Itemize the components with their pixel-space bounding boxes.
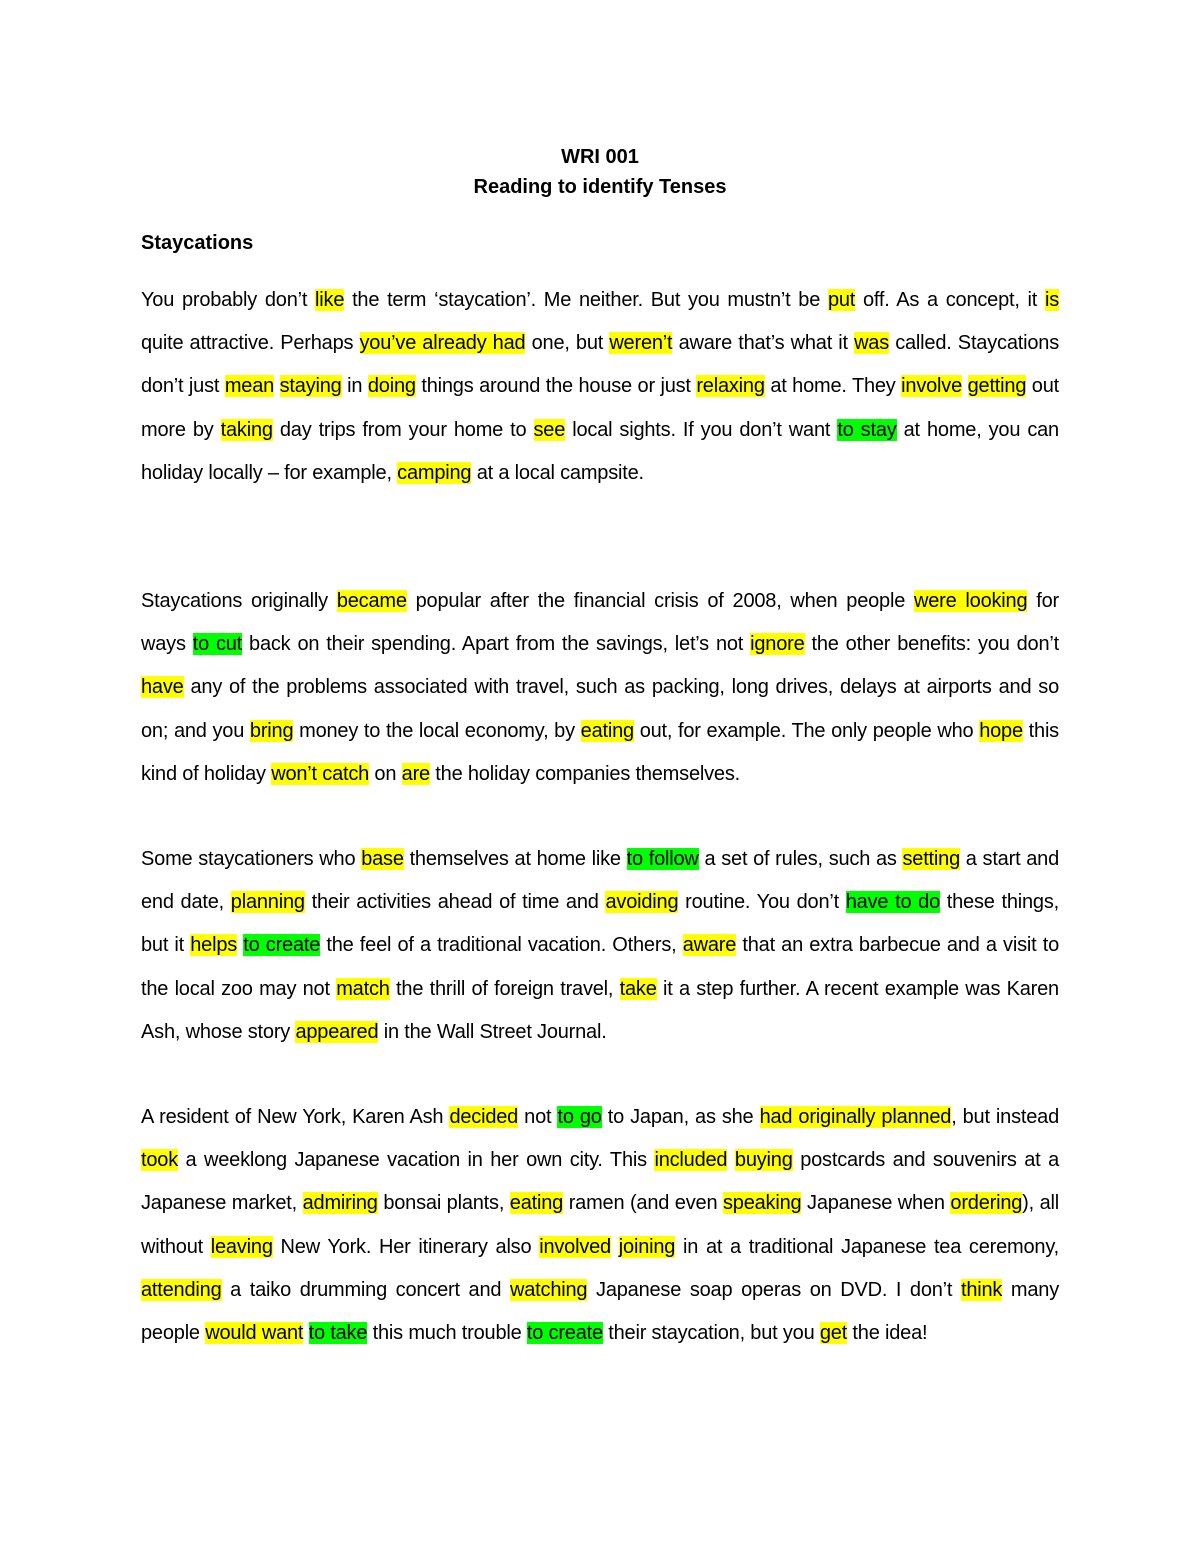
highlighted-verb: avoiding bbox=[605, 891, 679, 914]
text-run bbox=[962, 375, 968, 397]
highlighted-verb: speaking bbox=[722, 1192, 802, 1215]
highlighted-verb: put bbox=[827, 289, 856, 311]
text-run bbox=[303, 1322, 308, 1344]
text-run bbox=[727, 1149, 735, 1171]
text-run: that an extra barbecue and a visit to the local zoo may not bbox=[141, 934, 1059, 1000]
text-run: quite attractive. Perhaps bbox=[141, 332, 360, 355]
text-run: called. Staycations don’t just bbox=[141, 332, 1059, 398]
text-run: the feel of a traditional vacation. Others, bbox=[320, 934, 683, 957]
text-run: back on their spending. Apart from the savings, let’s not bbox=[242, 633, 751, 656]
text-run: this kind of holiday bbox=[141, 719, 1059, 785]
highlighted-verb: base bbox=[361, 848, 404, 870]
highlighted-verb: appeared bbox=[295, 1020, 379, 1043]
text-run: their activities ahead of time and bbox=[304, 891, 606, 914]
highlighted-infinitive: to go bbox=[557, 1106, 602, 1128]
text-run: bonsai plants, bbox=[377, 1192, 510, 1215]
text-run: these things, but it bbox=[141, 891, 1059, 957]
document-heading bbox=[0, 142, 1200, 202]
text-run: routine. You don’t bbox=[678, 891, 846, 914]
text-run: ramen (and even bbox=[563, 1192, 723, 1215]
highlighted-verb: setting bbox=[902, 848, 960, 870]
text-run: postcards and souvenirs at a Japanese market, bbox=[141, 1149, 1059, 1215]
highlighted-verb: joining bbox=[618, 1235, 676, 1258]
text-run: their staycation, but you bbox=[602, 1322, 820, 1345]
text-run: at home, you can holiday locally – for example, bbox=[141, 418, 1059, 484]
highlighted-infinitive: to create bbox=[243, 934, 321, 957]
highlighted-verb: see bbox=[533, 418, 566, 441]
text-run: You probably don’t bbox=[141, 289, 316, 311]
text-run: any of the problems associated with travel, such as packing, long drives, delays at airports and so on; and you bbox=[141, 676, 1059, 742]
paragraph-4 bbox=[141, 1096, 1059, 1355]
section-title: Staycations bbox=[141, 232, 254, 254]
highlighted-verb: hope bbox=[979, 719, 1023, 742]
text-run: Japanese when bbox=[801, 1192, 951, 1215]
text-run: many people bbox=[141, 1278, 1059, 1345]
text-run: in bbox=[341, 375, 368, 398]
highlighted-verb: you’ve already had bbox=[359, 332, 526, 355]
highlighted-verb: are bbox=[401, 762, 430, 785]
paragraph-1 bbox=[141, 279, 1059, 495]
highlighted-verb: watching bbox=[510, 1278, 588, 1301]
highlighted-verb: involve bbox=[901, 375, 963, 398]
text-run: at home. They bbox=[764, 375, 902, 398]
highlighted-verb: have bbox=[141, 676, 184, 699]
highlighted-verb: had originally planned bbox=[759, 1106, 952, 1128]
highlighted-verb: weren’t bbox=[609, 332, 673, 355]
text-run: in the Wall Street Journal. bbox=[378, 1020, 607, 1043]
text-run: the term ‘staycation’. Me neither. But you mustn’t be bbox=[344, 289, 828, 311]
text-run: money to the local economy, by bbox=[293, 719, 581, 742]
highlighted-infinitive: to cut bbox=[192, 633, 243, 656]
highlighted-verb: eating bbox=[580, 719, 634, 742]
text-run: local sights. If you don’t want bbox=[565, 418, 838, 441]
highlighted-verb: admiring bbox=[302, 1192, 378, 1215]
highlighted-infinitive: to create bbox=[526, 1322, 603, 1345]
text-run: out more by bbox=[141, 375, 1060, 441]
text-run bbox=[611, 1236, 619, 1258]
highlighted-verb: helps bbox=[190, 934, 238, 957]
text-run: off. As a concept, it bbox=[855, 289, 1045, 311]
text-run: ), all without bbox=[141, 1192, 1059, 1258]
text-run: for ways bbox=[141, 590, 1060, 656]
highlighted-verb: is bbox=[1044, 289, 1059, 311]
highlighted-verb: eating bbox=[509, 1192, 564, 1215]
highlighted-verb: would want bbox=[205, 1322, 304, 1345]
highlighted-verb: buying bbox=[734, 1149, 793, 1172]
text-run: a start and end date, bbox=[141, 848, 1059, 914]
text-run: on bbox=[369, 762, 402, 785]
highlighted-verb: take bbox=[619, 977, 657, 1000]
highlighted-verb: like bbox=[315, 289, 345, 311]
highlighted-infinitive: to follow bbox=[626, 848, 699, 870]
highlighted-verb: was bbox=[854, 332, 890, 355]
text-run bbox=[274, 375, 280, 397]
highlighted-verb: match bbox=[336, 977, 390, 1000]
text-run: Staycations originally bbox=[141, 590, 337, 612]
highlighted-verb: ordering bbox=[950, 1192, 1023, 1215]
highlighted-verb: leaving bbox=[210, 1235, 273, 1258]
course-code: WRI 001 bbox=[561, 146, 639, 168]
text-run: A resident of New York, Karen Ash bbox=[141, 1106, 450, 1128]
text-run: Japanese soap operas on DVD. I don’t bbox=[587, 1278, 961, 1301]
highlighted-verb: getting bbox=[967, 375, 1027, 398]
highlighted-verb: decided bbox=[449, 1106, 519, 1128]
highlighted-verb: attending bbox=[141, 1278, 222, 1301]
highlighted-verb: ignore bbox=[750, 633, 805, 656]
highlighted-verb: took bbox=[141, 1149, 179, 1172]
highlighted-verb: aware bbox=[682, 934, 737, 957]
highlighted-infinitive: to take bbox=[308, 1322, 368, 1345]
highlighted-verb: bring bbox=[249, 719, 294, 742]
highlighted-verb: get bbox=[819, 1322, 848, 1345]
highlighted-infinitive: to stay bbox=[837, 418, 897, 441]
text-run: this much trouble bbox=[367, 1322, 527, 1345]
highlighted-verb: mean bbox=[224, 375, 275, 398]
highlighted-verb: planning bbox=[230, 891, 305, 914]
text-run: a weeklong Japanese vacation in her own city. This bbox=[178, 1149, 655, 1172]
text-run: a set of rules, such as bbox=[698, 848, 903, 870]
text-run: not bbox=[518, 1106, 558, 1128]
highlighted-verb: won’t catch bbox=[271, 762, 370, 785]
text-run: , but instead bbox=[951, 1106, 1060, 1128]
paragraph-3 bbox=[141, 838, 1059, 1054]
text-run: New York. Her itinerary also bbox=[272, 1235, 540, 1258]
document-subtitle: Reading to identify Tenses bbox=[473, 176, 727, 198]
text-run: things around the house or just bbox=[415, 375, 697, 398]
highlighted-verb: taking bbox=[220, 418, 273, 441]
highlighted-verb: were looking bbox=[914, 590, 1028, 612]
highlighted-verb: camping bbox=[397, 461, 472, 484]
highlighted-verb: included bbox=[654, 1149, 728, 1172]
text-run: at a local campsite. bbox=[471, 461, 644, 484]
text-run: day trips from your home to bbox=[272, 418, 534, 441]
text-run: the holiday companies themselves. bbox=[429, 762, 740, 785]
text-run: out, for example. The only people who bbox=[633, 719, 980, 742]
text-run: in at a traditional Japanese tea ceremony, bbox=[675, 1235, 1060, 1258]
text-run: to Japan, as she bbox=[601, 1106, 760, 1128]
highlighted-verb: think bbox=[960, 1278, 1003, 1301]
highlighted-verb: involved bbox=[539, 1235, 611, 1258]
text-run: Some staycationers who bbox=[141, 848, 362, 870]
text-run: aware that’s what it bbox=[672, 332, 855, 355]
highlighted-infinitive: have to do bbox=[845, 891, 940, 914]
text-run: the idea! bbox=[847, 1322, 928, 1345]
text-run: themselves at home like bbox=[403, 848, 627, 870]
text-run: it a step further. A recent example was Karen Ash, whose story bbox=[141, 977, 1059, 1043]
text-run: one, but bbox=[525, 332, 610, 355]
text-run: popular after the financial crisis of 2008, when people bbox=[406, 590, 915, 612]
highlighted-verb: relaxing bbox=[696, 375, 765, 398]
text-run: the thrill of foreign travel, bbox=[389, 977, 620, 1000]
paragraph-2 bbox=[141, 580, 1059, 796]
text-run: the other benefits: you don’t bbox=[804, 633, 1059, 656]
highlighted-verb: staying bbox=[279, 375, 342, 398]
highlighted-verb: doing bbox=[367, 375, 416, 398]
highlighted-verb: became bbox=[336, 590, 407, 612]
text-run: a taiko drumming concert and bbox=[221, 1278, 510, 1301]
